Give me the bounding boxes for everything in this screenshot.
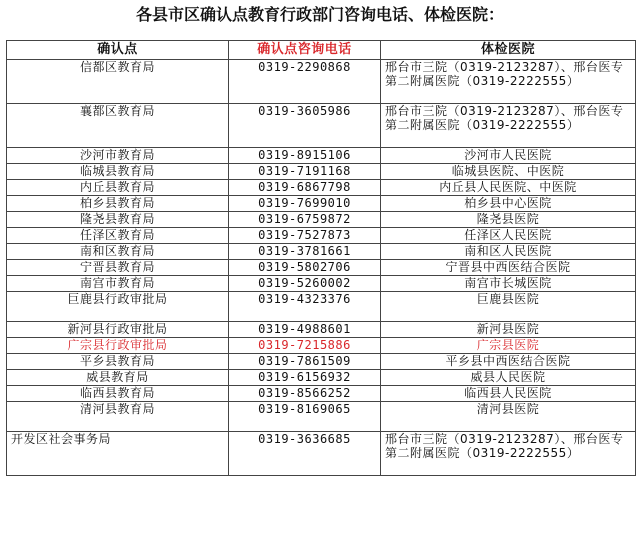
table-header bbox=[7, 41, 636, 60]
table-body bbox=[7, 60, 636, 476]
hospital-cell: 内丘县人民医院、中医院 bbox=[381, 180, 636, 196]
table-row bbox=[7, 212, 636, 228]
office-cell: 南宫市教育局 bbox=[7, 276, 229, 292]
table-row bbox=[7, 196, 636, 212]
table-row bbox=[7, 60, 636, 104]
office-cell: 清河县教育局 bbox=[7, 402, 229, 432]
hospital-cell: 临城县医院、中医院 bbox=[381, 164, 636, 180]
phone-cell: 0319-6759872 bbox=[229, 212, 381, 228]
phone-cell: 0319-5260002 bbox=[229, 276, 381, 292]
office-cell: 沙河市教育局 bbox=[7, 148, 229, 164]
hospital-cell: 清河县医院 bbox=[381, 402, 636, 432]
hospital-cell: 广宗县医院 bbox=[381, 338, 636, 354]
table-row bbox=[7, 228, 636, 244]
phone-cell: 0319-7699010 bbox=[229, 196, 381, 212]
hospital-cell: 南宫市长城医院 bbox=[381, 276, 636, 292]
phone-cell: 0319-6156932 bbox=[229, 370, 381, 386]
table-row bbox=[7, 370, 636, 386]
table-row bbox=[7, 322, 636, 338]
hospital-cell: 平乡县中西医结合医院 bbox=[381, 354, 636, 370]
header-phone: 确认点咨询电话 bbox=[229, 41, 381, 60]
table-row bbox=[7, 180, 636, 196]
phone-cell: 0319-7191168 bbox=[229, 164, 381, 180]
office-cell: 南和区教育局 bbox=[7, 244, 229, 260]
phone-cell: 0319-8915106 bbox=[229, 148, 381, 164]
phone-cell: 0319-7215886 bbox=[229, 338, 381, 354]
phone-cell: 0319-3605986 bbox=[229, 104, 381, 148]
office-cell: 襄都区教育局 bbox=[7, 104, 229, 148]
table-row bbox=[7, 386, 636, 402]
hospital-cell: 新河县医院 bbox=[381, 322, 636, 338]
hospital-cell: 宁晋县中西医结合医院 bbox=[381, 260, 636, 276]
hospital-cell: 威县人民医院 bbox=[381, 370, 636, 386]
contacts-table bbox=[6, 40, 636, 476]
table-row bbox=[7, 164, 636, 180]
hospital-cell: 沙河市人民医院 bbox=[381, 148, 636, 164]
hospital-cell: 南和区人民医院 bbox=[381, 244, 636, 260]
phone-cell: 0319-3636685 bbox=[229, 432, 381, 476]
hospital-cell: 临西县人民医院 bbox=[381, 386, 636, 402]
hospital-cell: 邢台市三院（0319-2123287）、邢台医专第二附属医院（0319-2222555） bbox=[381, 104, 636, 148]
hospital-cell: 任泽区人民医院 bbox=[381, 228, 636, 244]
office-cell: 平乡县教育局 bbox=[7, 354, 229, 370]
table-row bbox=[7, 104, 636, 148]
table-row-highlighted bbox=[7, 338, 636, 354]
office-cell: 柏乡县教育局 bbox=[7, 196, 229, 212]
header-row bbox=[7, 41, 636, 60]
hospital-cell: 柏乡县中心医院 bbox=[381, 196, 636, 212]
hospital-cell: 巨鹿县医院 bbox=[381, 292, 636, 322]
phone-cell: 0319-5802706 bbox=[229, 260, 381, 276]
header-office: 确认点 bbox=[7, 41, 229, 60]
table-row bbox=[7, 260, 636, 276]
office-cell: 新河县行政审批局 bbox=[7, 322, 229, 338]
hospital-cell: 邢台市三院（0319-2123287）、邢台医专第二附属医院（0319-2222555） bbox=[381, 432, 636, 476]
phone-cell: 0319-2290868 bbox=[229, 60, 381, 104]
hospital-cell: 邢台市三院（0319-2123287）、邢台医专第二附属医院（0319-2222555） bbox=[381, 60, 636, 104]
phone-cell: 0319-8169065 bbox=[229, 402, 381, 432]
table-row bbox=[7, 402, 636, 432]
phone-cell: 0319-4323376 bbox=[229, 292, 381, 322]
office-cell: 隆尧县教育局 bbox=[7, 212, 229, 228]
table-row bbox=[7, 432, 636, 476]
header-hospital: 体检医院 bbox=[381, 41, 636, 60]
phone-cell: 0319-4988601 bbox=[229, 322, 381, 338]
office-cell: 临西县教育局 bbox=[7, 386, 229, 402]
office-cell: 广宗县行政审批局 bbox=[7, 338, 229, 354]
office-cell: 临城县教育局 bbox=[7, 164, 229, 180]
hospital-cell: 隆尧县医院 bbox=[381, 212, 636, 228]
office-cell: 信都区教育局 bbox=[7, 60, 229, 104]
phone-cell: 0319-3781661 bbox=[229, 244, 381, 260]
table-row bbox=[7, 292, 636, 322]
phone-cell: 0319-8566252 bbox=[229, 386, 381, 402]
office-cell: 威县教育局 bbox=[7, 370, 229, 386]
phone-cell: 0319-6867798 bbox=[229, 180, 381, 196]
table-row bbox=[7, 354, 636, 370]
office-cell: 任泽区教育局 bbox=[7, 228, 229, 244]
office-cell: 巨鹿县行政审批局 bbox=[7, 292, 229, 322]
table-row bbox=[7, 244, 636, 260]
office-cell: 宁晋县教育局 bbox=[7, 260, 229, 276]
office-cell: 开发区社会事务局 bbox=[7, 432, 229, 476]
office-cell: 内丘县教育局 bbox=[7, 180, 229, 196]
page-title: 各县市区确认点教育行政部门咨询电话、体检医院： bbox=[135, 5, 504, 24]
phone-cell: 0319-7861509 bbox=[229, 354, 381, 370]
phone-cell: 0319-7527873 bbox=[229, 228, 381, 244]
table-row bbox=[7, 276, 636, 292]
table-row bbox=[7, 148, 636, 164]
